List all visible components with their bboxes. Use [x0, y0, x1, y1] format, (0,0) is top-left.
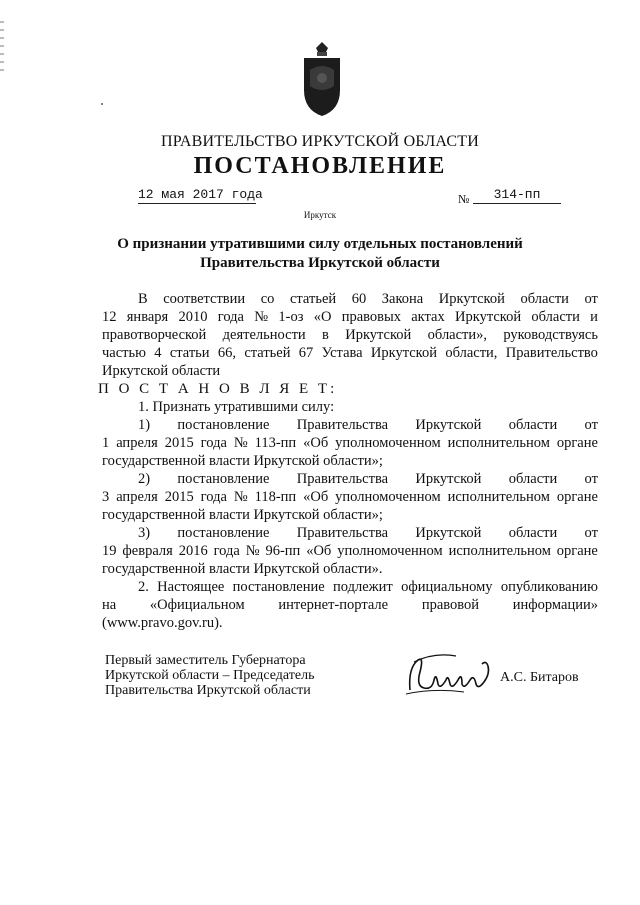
- item-1-intro: 1. Признать утратившими силу:: [138, 399, 335, 415]
- word: №: [233, 435, 248, 451]
- word: области: [531, 309, 580, 325]
- word: статьей: [289, 291, 337, 307]
- signer-position-line: Иркутской области – Председатель: [105, 668, 315, 683]
- word: «О: [313, 309, 332, 325]
- word: от: [584, 471, 598, 487]
- word: Устава: [321, 345, 363, 361]
- word: Иркутской: [370, 345, 438, 361]
- government-name: ПРАВИТЕЛЬСТВО ИРКУТСКОЙ ОБЛАСТИ: [161, 133, 479, 150]
- word: 4: [154, 345, 162, 361]
- word: 3): [138, 525, 151, 541]
- document-body: [98, 290, 598, 632]
- word: «Об: [303, 489, 329, 505]
- word: В: [138, 291, 148, 307]
- word: февраля: [122, 543, 173, 559]
- word: 1: [102, 435, 110, 451]
- word: 1-оз: [278, 309, 304, 325]
- word: 19: [102, 543, 117, 559]
- word: Правительства: [296, 525, 389, 541]
- heading-line: О признании утратившими силу отдельных постановлений: [117, 236, 523, 252]
- word: уполномоченном: [337, 543, 443, 559]
- word: уполномоченном: [335, 489, 441, 505]
- word: «Об: [303, 435, 329, 451]
- preamble-line: [102, 308, 598, 326]
- signer-name: А.С. Битаров: [500, 670, 579, 685]
- document-type-title: ПОСТАНОВЛЕНИЕ: [193, 153, 447, 179]
- word: Правительства: [296, 471, 389, 487]
- word: 118-пп: [254, 489, 297, 505]
- word: «Об: [306, 543, 332, 559]
- subitem-1-line: [102, 416, 598, 434]
- word: исполнительном: [448, 543, 551, 559]
- word: частью: [102, 345, 146, 361]
- word: «Официальном: [149, 597, 245, 613]
- word: Иркутской: [345, 327, 412, 343]
- word: области,: [445, 345, 498, 361]
- word: области: [508, 417, 558, 433]
- word: Иркутской: [415, 471, 482, 487]
- word: 2016: [178, 543, 208, 559]
- word: информации»: [512, 597, 598, 613]
- word: от: [584, 525, 598, 541]
- word: области: [508, 471, 558, 487]
- subitem-1-line: [102, 434, 598, 452]
- document-number: 314-пп: [473, 187, 561, 204]
- word: 2010: [178, 309, 208, 325]
- subitem-2-line: [102, 488, 598, 506]
- word: органе: [556, 543, 598, 559]
- word: 60: [351, 291, 367, 307]
- preamble-line: [102, 344, 598, 362]
- city-name: Иркутск: [303, 210, 337, 220]
- word: органе: [556, 489, 598, 505]
- subitem-3-line: [102, 524, 598, 542]
- word: Закона: [381, 291, 424, 307]
- coat-of-arms-icon: [300, 40, 344, 118]
- word: 67: [298, 345, 314, 361]
- word: №: [254, 309, 269, 325]
- word: 12: [102, 309, 117, 325]
- word: со: [260, 291, 275, 307]
- word: Иркутской: [415, 417, 482, 433]
- signer-position: [105, 653, 314, 698]
- margin-scan-marks: [0, 20, 6, 80]
- word: и: [590, 309, 598, 325]
- word: подлежит: [333, 579, 393, 595]
- word: Правительства: [296, 417, 389, 433]
- word: исполнительном: [447, 489, 550, 505]
- subitem-2-line: [102, 470, 598, 488]
- word: области: [520, 291, 569, 307]
- word: опубликованию: [500, 579, 598, 595]
- word: 1): [138, 417, 151, 433]
- word: Правительство: [505, 345, 598, 361]
- word: 2015: [164, 435, 194, 451]
- word: 96-пп: [265, 543, 301, 559]
- subitem-3-line: [102, 542, 598, 560]
- subitem-3-line: государственной власти Иркутской области».: [102, 561, 383, 577]
- word: Настоящее: [157, 579, 225, 595]
- word: апреля: [116, 435, 158, 451]
- word: исполнительном: [447, 435, 550, 451]
- word: постановление: [177, 471, 270, 487]
- word: Иркутской: [415, 525, 482, 541]
- word: 2.: [138, 579, 149, 595]
- word: постановление: [177, 525, 270, 541]
- word: в: [322, 327, 329, 343]
- word: 2015: [164, 489, 194, 505]
- item-2-line: [102, 596, 598, 614]
- word: от: [584, 291, 598, 307]
- word: деятельности: [222, 327, 306, 343]
- item-2-line: [102, 578, 598, 596]
- item-2-line: (www.pravo.gov.ru).: [102, 615, 223, 631]
- word: области: [508, 525, 558, 541]
- subitem-2-line: государственной власти Иркутской области»;: [102, 507, 383, 523]
- heading-line: Правительства Иркутской области: [200, 255, 440, 271]
- word: 113-пп: [254, 435, 297, 451]
- preamble-line: Иркутской области: [102, 363, 221, 379]
- word: года: [217, 309, 244, 325]
- document-heading: [80, 235, 560, 273]
- word: Иркутской: [438, 291, 505, 307]
- word: №: [245, 543, 260, 559]
- word: органе: [556, 435, 598, 451]
- word: апреля: [116, 489, 158, 505]
- word: актах: [411, 309, 445, 325]
- word: 66,: [217, 345, 236, 361]
- word: на: [102, 597, 117, 613]
- word: официальному: [401, 579, 493, 595]
- subitem-1-line: государственной власти Иркутской области»;: [102, 453, 383, 469]
- word: Иркутской: [455, 309, 522, 325]
- scan-speck: [101, 103, 103, 105]
- decree-word: П О С Т А Н О В Л Я Е Т:: [98, 381, 338, 397]
- word: №: [233, 489, 248, 505]
- word: соответствии: [163, 291, 246, 307]
- number-sign: №: [458, 192, 470, 206]
- word: интернет-портале: [278, 597, 389, 613]
- word: 2): [138, 471, 151, 487]
- word: постановление: [232, 579, 325, 595]
- word: области»,: [427, 327, 488, 343]
- document-date: 12 мая 2017 года: [138, 187, 263, 202]
- word: статьи: [169, 345, 210, 361]
- word: года: [213, 543, 240, 559]
- word: правотворческой: [102, 327, 207, 343]
- word: года: [200, 489, 227, 505]
- word: января: [126, 309, 169, 325]
- word: правовой: [421, 597, 480, 613]
- word: руководствуясь: [503, 327, 598, 343]
- word: 3: [102, 489, 110, 505]
- preamble-line: [102, 326, 598, 344]
- preamble-line: [102, 290, 598, 308]
- signer-position-line: Правительства Иркутской области: [105, 683, 311, 698]
- word: правовых: [341, 309, 401, 325]
- word: года: [200, 435, 227, 451]
- word: постановление: [177, 417, 270, 433]
- word: уполномоченном: [335, 435, 441, 451]
- word: статьей: [244, 345, 291, 361]
- signer-position-line: Первый заместитель Губернатора: [105, 653, 306, 668]
- word: от: [584, 417, 598, 433]
- handwritten-signature: [404, 650, 504, 700]
